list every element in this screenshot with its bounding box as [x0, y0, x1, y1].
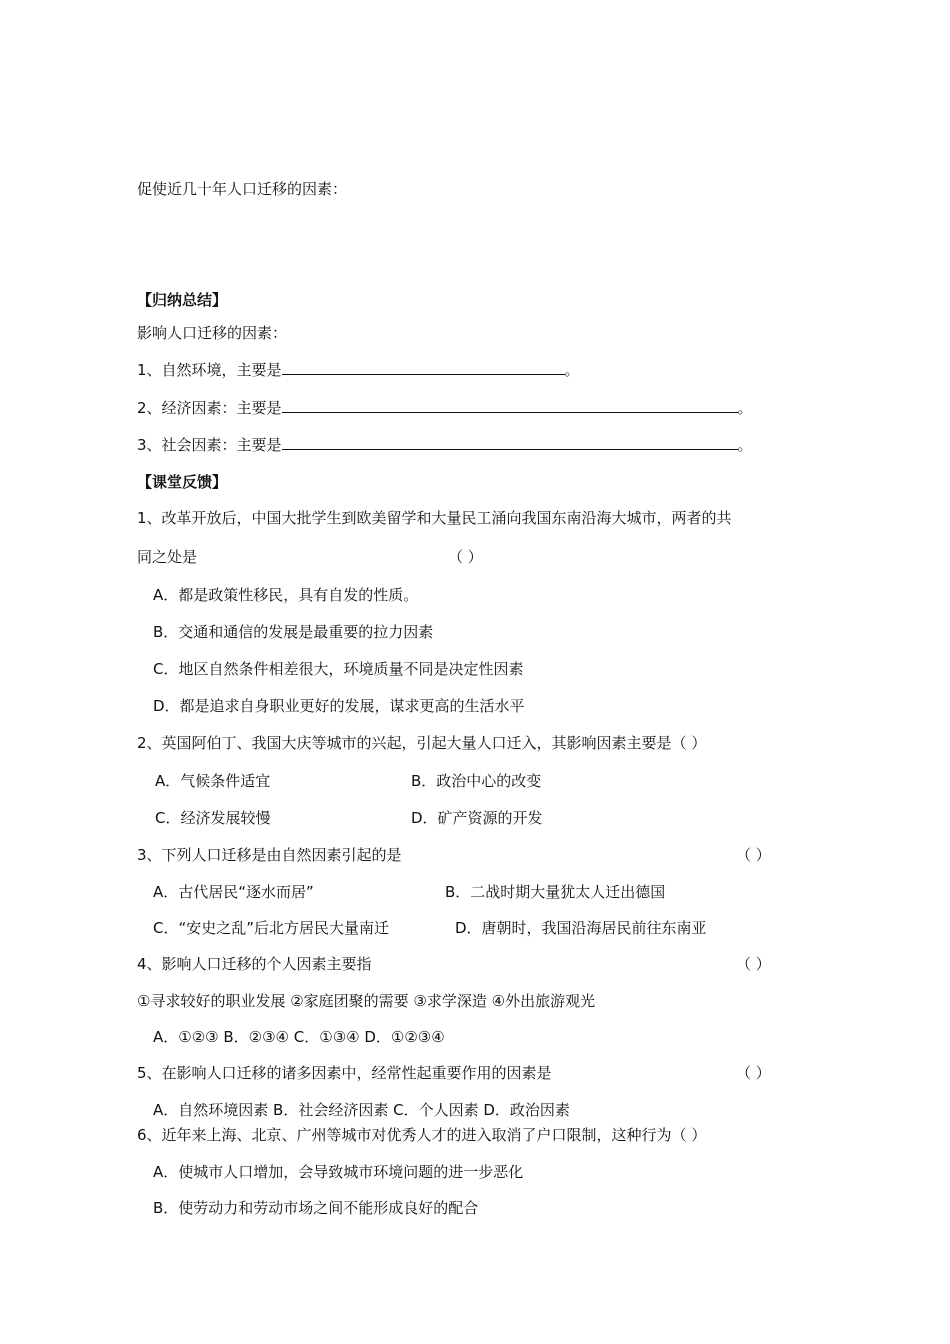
q5-options: A．自然环境因素 B．社会经济因素 C．个人因素 D．政治因素: [153, 1101, 570, 1119]
answer-blank[interactable]: [282, 359, 565, 375]
q6-option-b: B．使劳动力和劳动市场之间不能形成良好的配合: [153, 1199, 479, 1217]
q3-answer-paren[interactable]: （ ）: [736, 846, 771, 864]
q3-option-a: A．古代居民“逐水而居”: [153, 883, 314, 901]
summary-item-end: 。: [737, 436, 753, 454]
q5-stem: 5、在影响人口迁移的诸多因素中，经常性起重要作用的因素是: [137, 1064, 552, 1082]
summary-item-label: 3、社会因素：主要是: [137, 436, 282, 454]
summary-lead: 影响人口迁移的因素：: [137, 324, 288, 342]
q4-stem: 4、影响人口迁移的个人因素主要指: [137, 955, 372, 973]
q1-stem-line2: 同之处是: [137, 548, 198, 566]
q2-option-c: C．经济发展较慢: [155, 809, 271, 827]
q4-answer-paren[interactable]: （ ）: [736, 955, 771, 973]
q1-option-a: A．都是政策性移民，具有自发的性质。: [153, 586, 419, 604]
q2-stem: 2、英国阿伯丁、我国大庆等城市的兴起，引起大量人口迁入，其影响因素主要是（ ）: [137, 734, 707, 752]
q3-stem: 3、下列人口迁移是由自然因素引起的是: [137, 846, 402, 864]
q3-option-b: B．二战时期大量犹太人迁出德国: [445, 883, 666, 901]
summary-item-label: 2、经济因素：主要是: [137, 399, 282, 417]
q2-option-b: B．政治中心的改变: [411, 772, 542, 790]
q1-stem-line1: 1、改革开放后，中国大批学生到欧美留学和大量民工涌向我国东南沿海大城市，两者的共: [137, 509, 732, 527]
q6-stem: 6、近年来上海、北京、广州等城市对优秀人才的进入取消了户口限制，这种行为（ ）: [137, 1126, 707, 1144]
summary-item-3: [137, 434, 753, 455]
q2-option-d: D．矿产资源的开发: [411, 809, 543, 827]
q4-factors: ①寻求较好的职业发展 ②家庭团聚的需要 ③求学深造 ④外出旅游观光: [137, 992, 596, 1010]
answer-blank[interactable]: [282, 434, 738, 450]
feedback-heading: 【课堂反馈】: [137, 473, 228, 491]
summary-item-1: [137, 359, 580, 380]
summary-item-label: 1、自然环境，主要是: [137, 361, 282, 379]
summary-item-end: 。: [737, 399, 753, 417]
summary-item-end: 。: [564, 361, 580, 379]
q1-answer-paren[interactable]: （ ）: [448, 548, 483, 566]
q1-option-b: B．交通和通信的发展是最重要的拉力因素: [153, 623, 434, 641]
q1-option-d: D．都是追求自身职业更好的发展，谋求更高的生活水平: [153, 697, 525, 715]
q3-option-d: D．唐朝时，我国沿海居民前往东南亚: [455, 919, 707, 937]
summary-heading: 【归纳总结】: [137, 291, 228, 309]
q4-options: A．①②③ B．②③④ C．①③④ D．①②③④: [153, 1028, 445, 1046]
q3-option-c: C．“安史之乱”后北方居民大量南迁: [153, 919, 390, 937]
intro-text: 促使近几十年人口迁移的因素：: [137, 180, 348, 198]
q2-option-a: A．气候条件适宜: [155, 772, 271, 790]
summary-item-2: [137, 397, 753, 418]
q6-option-a: A．使城市人口增加，会导致城市环境问题的进一步恶化: [153, 1163, 524, 1181]
answer-blank[interactable]: [282, 397, 738, 413]
q5-answer-paren[interactable]: （ ）: [736, 1064, 771, 1082]
q1-option-c: C．地区自然条件相差很大，环境质量不同是决定性因素: [153, 660, 524, 678]
